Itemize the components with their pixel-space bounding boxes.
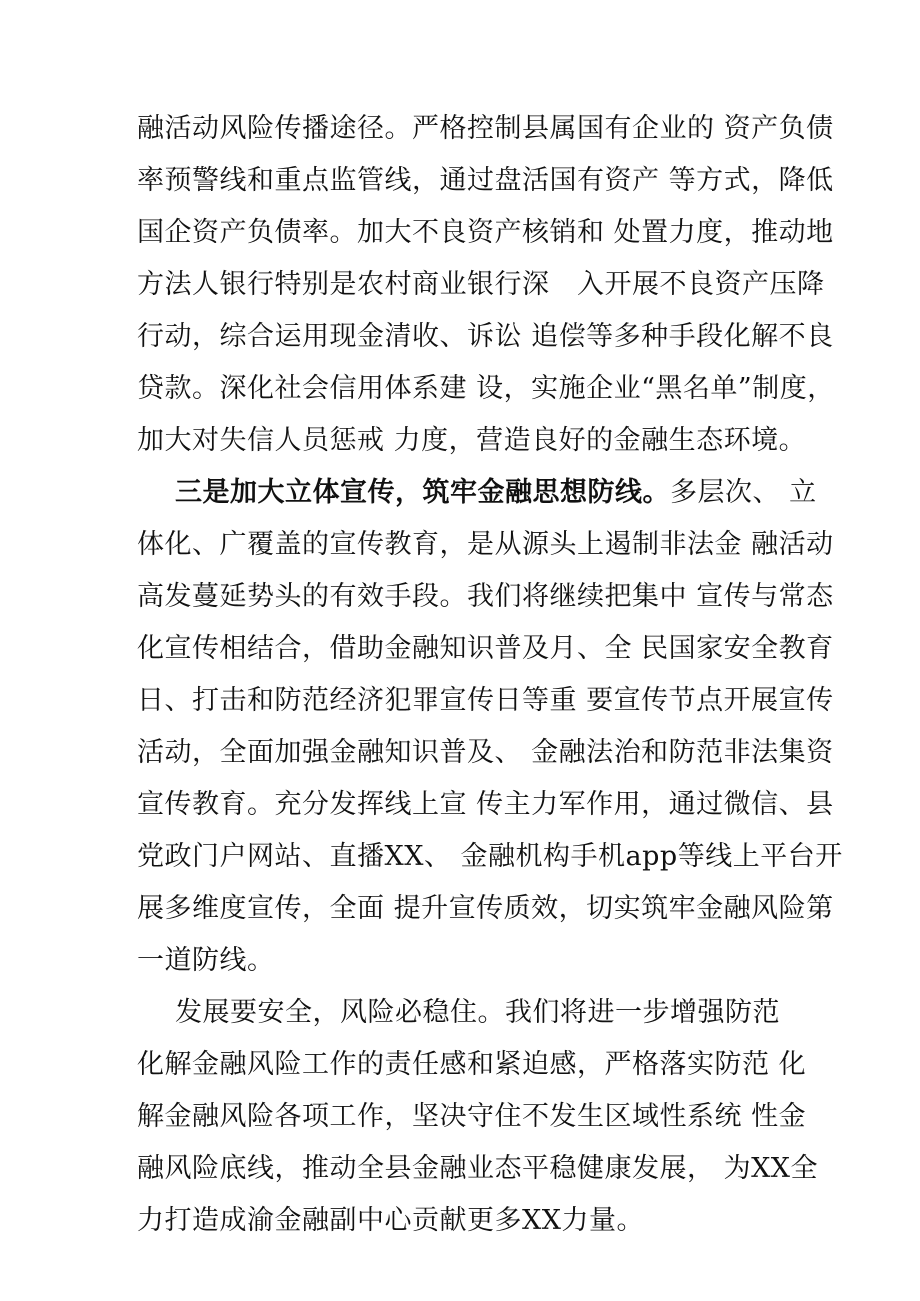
paragraph-2-line-6: 活动，全面加强金融知识普及、 金融法治和防范非法集资 [137, 737, 834, 768]
paragraph-2-line-5: 日、打击和防范经济犯罪宣传日等重 要宣传节点开展宣传 [137, 685, 834, 716]
paragraph-2-heading: 三是加大立体宣传，筑牢金融思想防线。 [175, 477, 670, 508]
paragraph-1-line-6: 贷款。深化社会信用体系建 设，实施企业“黑名单”制度， [137, 373, 835, 404]
paragraph-2-line-1-text: 多层次、 立 [670, 477, 817, 508]
paragraph-1-line-2: 率预警线和重点监管线，通过盘活国有资产 等方式，降低 [137, 165, 834, 196]
paragraph-3-line-4: 融风险底线，推动全县金融业态平稳健康发展， 为XX全 [137, 1153, 819, 1184]
paragraph-2-line-4: 化宣传相结合，借助金融知识普及月、全 民国家安全教育 [137, 633, 834, 664]
paragraph-2-line-10: 一道防线。 [137, 945, 275, 976]
paragraph-3-line-5: 力打造成渝金融副中心贡献更多XX力量。 [137, 1205, 644, 1236]
paragraph-1-line-1: 融活动风险传播途径。严格控制县属国有企业的 资产负债 [137, 113, 834, 144]
paragraph-3-line-1: 发展要安全，风险必稳住。我们将进一步增强防范 [175, 997, 780, 1028]
paragraph-2-line-7: 宣传教育。充分发挥线上宣 传主力军作用，通过微信、县 [137, 789, 834, 820]
paragraph-3-line-3: 解金融风险各项工作，坚决守住不发生区域性系统 性金 [137, 1101, 807, 1132]
paragraph-2-line-2: 体化、广覆盖的宣传教育，是从源头上遏制非法金 融活动 [137, 529, 834, 560]
paragraph-1-line-3: 国企资产负债率。加大不良资产核销和 处置力度，推动地 [137, 217, 834, 248]
paragraph-3-line-2: 化解金融风险工作的责任感和紧迫感，严格落实防范 化 [137, 1049, 807, 1080]
paragraph-1-line-5: 行动，综合运用现金清收、诉讼 追偿等多种手段化解不良 [137, 321, 834, 352]
paragraph-2-line-3: 高发蔓延势头的有效手段。我们将继续把集中 宣传与常态 [137, 581, 834, 612]
paragraph-2-line-8: 党政门户网站、直播XX、 金融机构手机app等线上平台开 [137, 841, 843, 872]
paragraph-2-line-1 [175, 467, 817, 519]
paragraph-1-line-4: 方法人银行特别是农村商业银行深 入开展不良资产压降 [137, 269, 825, 300]
paragraph-2-line-9: 展多维度宣传，全面 提升宣传质效，切实筑牢金融风险第 [137, 893, 834, 924]
paragraph-1-line-7: 加大对失信人员惩戒 力度，营造良好的金融生态环境。 [137, 425, 807, 456]
